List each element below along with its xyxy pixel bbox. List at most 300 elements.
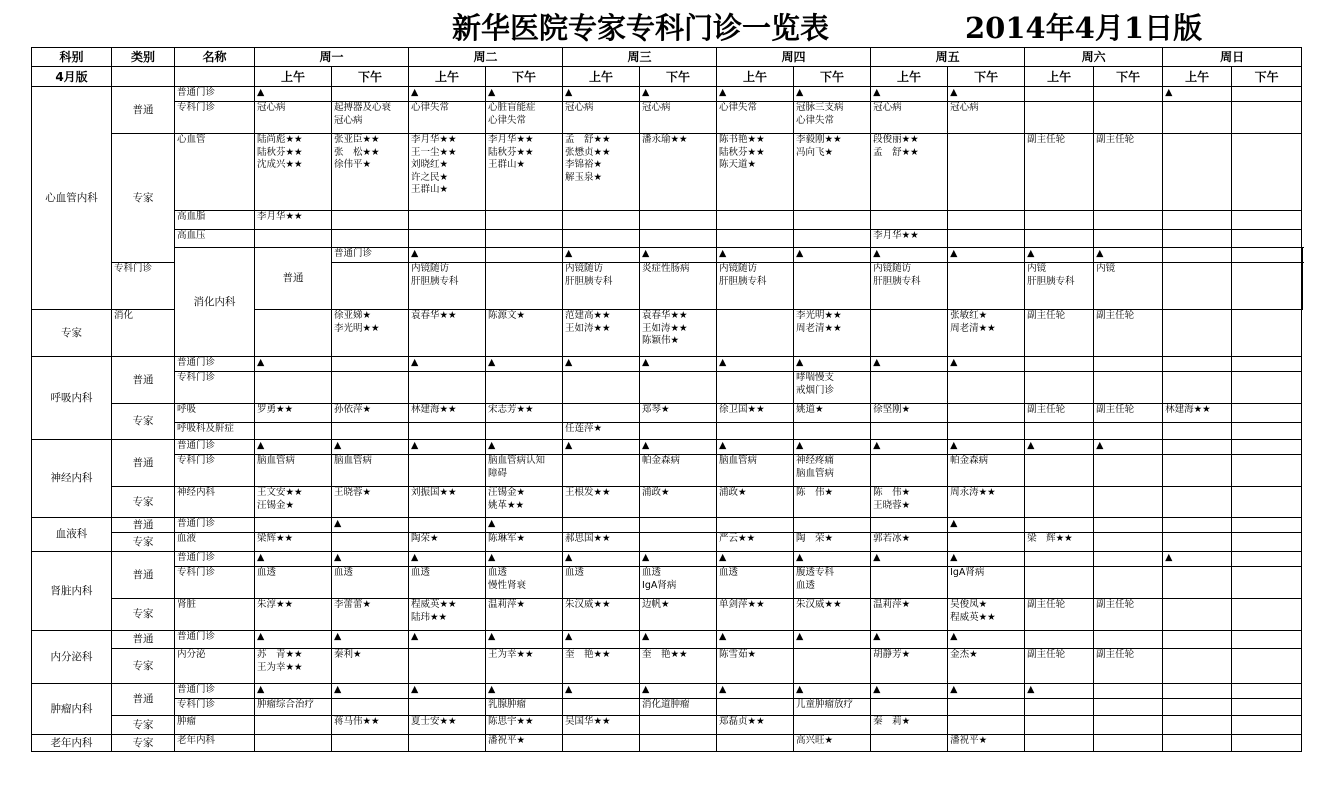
clinic-open-marker: ▲ xyxy=(488,552,496,563)
schedule-entry: 内镜 xyxy=(1096,263,1116,274)
schedule-cell xyxy=(563,649,640,684)
schedule-cell xyxy=(1232,567,1302,599)
schedule-cell xyxy=(871,684,948,699)
header-pm: 下午 xyxy=(486,67,563,87)
schedule-cell xyxy=(563,248,640,263)
schedule-cell xyxy=(409,649,486,684)
schedule-cell xyxy=(948,248,1025,263)
header-pm: 下午 xyxy=(640,67,717,87)
schedule-cell xyxy=(409,735,486,752)
schedule-entry: 朱淳★★ xyxy=(257,599,294,610)
schedule-cell xyxy=(1094,423,1163,440)
schedule-cell xyxy=(948,518,1025,533)
schedule-entry: 冠心病 xyxy=(257,102,286,113)
schedule-cell xyxy=(948,599,1025,631)
schedule-cell xyxy=(717,684,794,699)
schedule-entry: 金杰★ xyxy=(950,649,978,660)
schedule-entry: 姚革★★ xyxy=(488,499,525,511)
clinic-name-cell: 专科门诊 xyxy=(175,567,255,599)
header-am: 上午 xyxy=(409,67,486,87)
schedule-cell xyxy=(486,404,563,423)
schedule-cell xyxy=(717,649,794,684)
schedule-cell xyxy=(409,455,486,487)
schedule-cell xyxy=(1163,440,1232,455)
schedule-cell xyxy=(1025,87,1094,102)
schedule-cell xyxy=(486,102,563,134)
schedule-cell xyxy=(640,357,717,372)
clinic-open-marker: ▲ xyxy=(950,440,958,451)
clinic-open-marker: ▲ xyxy=(1165,552,1173,563)
clinic-open-marker: ▲ xyxy=(565,440,573,451)
schedule-cell xyxy=(1232,440,1302,455)
schedule-entry: 神经疼痛 xyxy=(796,455,835,466)
schedule-entry: 陈源文★ xyxy=(488,310,526,321)
schedule-entry: 郝思国★★ xyxy=(565,533,611,544)
header-day-mon: 周一 xyxy=(255,48,409,67)
schedule-cell xyxy=(563,455,640,487)
schedule-cell xyxy=(948,699,1025,716)
schedule-cell xyxy=(871,263,948,310)
clinic-open-marker: ▲ xyxy=(950,248,958,259)
schedule-cell xyxy=(409,87,486,102)
schedule-cell xyxy=(486,599,563,631)
clinic-open-marker: ▲ xyxy=(334,440,342,451)
schedule-cell xyxy=(1025,102,1094,134)
category-cell: 专家 xyxy=(112,533,175,552)
header-month: 4月版 xyxy=(32,67,112,87)
schedule-cell xyxy=(948,567,1025,599)
clinic-open-marker: ▲ xyxy=(565,631,573,642)
schedule-cell xyxy=(409,567,486,599)
schedule-cell xyxy=(948,230,1025,248)
schedule-entry: 陆秋芬★★ xyxy=(257,146,303,158)
clinic-open-marker: ▲ xyxy=(488,440,496,451)
schedule-cell xyxy=(1025,455,1094,487)
schedule-cell xyxy=(717,102,794,134)
schedule-cell xyxy=(255,102,332,134)
clinic-name-cell: 肿瘤 xyxy=(175,716,255,735)
schedule-cell xyxy=(332,567,409,599)
clinic-name-cell: 专科门诊 xyxy=(175,699,255,716)
department-cell: 心血管内科 xyxy=(32,87,112,310)
schedule-cell xyxy=(255,552,332,567)
schedule-cell xyxy=(1094,599,1163,631)
schedule-entry: 肝胆胰专科 xyxy=(411,275,459,287)
schedule-cell xyxy=(871,552,948,567)
clinic-open-marker: ▲ xyxy=(1096,248,1104,259)
schedule-entry: 乳腺肿瘤 xyxy=(488,699,527,710)
schedule-cell xyxy=(794,567,871,599)
clinic-open-marker: ▲ xyxy=(257,440,265,451)
schedule-entry: 肝胆胰专科 xyxy=(565,275,613,287)
schedule-entry: 孙依萍★ xyxy=(334,404,372,415)
schedule-cell xyxy=(640,423,717,440)
schedule-cell xyxy=(409,263,486,310)
schedule-cell xyxy=(871,230,948,248)
schedule-entry: 奎 艳★★ xyxy=(642,649,688,660)
schedule-entry: 脑血管病 xyxy=(719,455,758,466)
table-row xyxy=(32,599,1303,631)
schedule-cell xyxy=(1232,404,1302,423)
schedule-cell xyxy=(948,404,1025,423)
schedule-cell xyxy=(255,684,332,699)
clinic-name-cell: 高血脂 xyxy=(175,211,255,230)
schedule-cell xyxy=(409,357,486,372)
schedule-cell xyxy=(1094,248,1163,263)
category-cell: 普通 xyxy=(112,518,175,533)
schedule-cell xyxy=(640,440,717,455)
schedule-cell xyxy=(1094,735,1163,752)
schedule-cell xyxy=(486,263,563,310)
schedule-cell xyxy=(486,455,563,487)
schedule-entry: 温莉萍★ xyxy=(488,599,526,610)
header-am: 上午 xyxy=(255,67,332,87)
header-am: 上午 xyxy=(1163,67,1232,87)
department-cell: 消化内科 xyxy=(175,248,255,357)
schedule-cell xyxy=(409,487,486,518)
table-row xyxy=(32,533,1303,552)
schedule-cell xyxy=(871,716,948,735)
schedule-cell xyxy=(948,716,1025,735)
schedule-entry: 心律失常 xyxy=(719,102,758,113)
schedule-entry: 血透 xyxy=(488,567,508,578)
schedule-cell xyxy=(563,263,640,310)
schedule-cell xyxy=(1025,716,1094,735)
clinic-open-marker: ▲ xyxy=(950,518,958,529)
schedule-entry: 肝胆胰专科 xyxy=(873,275,921,287)
category-cell: 普通 xyxy=(112,552,175,599)
clinic-open-marker: ▲ xyxy=(334,684,342,695)
schedule-entry: 浦政★ xyxy=(642,487,670,498)
schedule-cell xyxy=(1094,134,1163,211)
schedule-entry: 王如涛★★ xyxy=(565,322,611,334)
schedule-cell xyxy=(794,230,871,248)
schedule-entry: 王晓蓉★ xyxy=(334,487,372,498)
schedule-cell xyxy=(948,310,1025,357)
schedule-entry: 孟 舒★★ xyxy=(873,146,919,158)
schedule-entry: 陆尚彪★★ xyxy=(257,134,303,145)
schedule-cell xyxy=(871,134,948,211)
department-cell: 血液科 xyxy=(32,518,112,552)
table-row xyxy=(32,518,1303,533)
schedule-entry: 王如涛★★ xyxy=(642,322,688,334)
schedule-cell xyxy=(1232,230,1302,248)
schedule-cell xyxy=(486,87,563,102)
category-cell: 专家 xyxy=(112,649,175,684)
category-cell: 普通 xyxy=(112,357,175,404)
clinic-name-cell: 老年内科 xyxy=(175,735,255,752)
clinic-open-marker: ▲ xyxy=(411,440,419,451)
schedule-entry: 内镜随访 xyxy=(873,263,912,274)
header-day-sat: 周六 xyxy=(1025,48,1163,67)
category-cell: 专家 xyxy=(32,310,112,357)
schedule-entry: 徐卫国★★ xyxy=(719,404,765,415)
schedule-entry: 陶 荣★ xyxy=(796,533,834,544)
schedule-cell xyxy=(332,649,409,684)
header-name: 名称 xyxy=(175,48,255,67)
schedule-cell xyxy=(794,552,871,567)
schedule-cell xyxy=(717,735,794,752)
schedule-entry: 单剑萍★★ xyxy=(719,599,765,610)
schedule-cell xyxy=(794,423,871,440)
schedule-cell xyxy=(255,404,332,423)
schedule-cell xyxy=(409,631,486,649)
clinic-name-cell: 高血压 xyxy=(175,230,255,248)
schedule-cell xyxy=(1232,310,1302,357)
schedule-cell xyxy=(1232,735,1302,752)
schedule-cell xyxy=(948,211,1025,230)
schedule-entry: 周老清★★ xyxy=(950,322,996,334)
schedule-entry: 李光明★★ xyxy=(796,310,842,321)
schedule-cell xyxy=(1163,310,1232,357)
schedule-cell xyxy=(563,423,640,440)
schedule-cell xyxy=(948,533,1025,552)
schedule-entry: 吴国华★★ xyxy=(565,716,611,727)
clinic-open-marker: ▲ xyxy=(642,357,650,368)
schedule-cell xyxy=(332,552,409,567)
clinic-open-marker: ▲ xyxy=(796,248,804,259)
schedule-entry: 副主任轮 xyxy=(1027,649,1066,660)
schedule-cell xyxy=(332,211,409,230)
schedule-cell xyxy=(1094,684,1163,699)
schedule-entry: 冠心病 xyxy=(642,102,671,113)
schedule-cell xyxy=(1025,357,1094,372)
clinic-open-marker: ▲ xyxy=(719,440,727,451)
schedule-entry: 心律失常 xyxy=(411,102,450,113)
schedule-cell xyxy=(332,518,409,533)
schedule-cell xyxy=(794,310,871,357)
schedule-cell xyxy=(871,372,948,404)
schedule-cell xyxy=(717,230,794,248)
clinic-open-marker: ▲ xyxy=(873,552,881,563)
schedule-entry: 徐坚刚★ xyxy=(873,404,911,415)
table-row xyxy=(32,102,1303,134)
schedule-entry: 潘永瑜★★ xyxy=(642,134,688,145)
schedule-entry: 郑磊贞★★ xyxy=(719,716,765,727)
schedule-cell xyxy=(1163,87,1232,102)
schedule-cell xyxy=(332,310,409,357)
schedule-cell xyxy=(1094,263,1163,310)
table-row xyxy=(32,649,1303,684)
schedule-entry: 孟 舒★★ xyxy=(565,134,611,145)
schedule-cell xyxy=(255,440,332,455)
schedule-entry: 周老清★★ xyxy=(796,322,842,334)
schedule-cell xyxy=(871,487,948,518)
schedule-cell xyxy=(871,631,948,649)
clinic-open-marker: ▲ xyxy=(796,552,804,563)
schedule-cell xyxy=(640,230,717,248)
schedule-entry: 李月华★★ xyxy=(411,134,457,145)
schedule-entry: 陈 伟★ xyxy=(873,487,911,498)
schedule-cell xyxy=(563,87,640,102)
schedule-entry: 郭若冰★ xyxy=(873,533,911,544)
schedule-entry: 冯向飞★ xyxy=(796,146,834,158)
schedule-cell xyxy=(1232,518,1302,533)
schedule-cell xyxy=(717,518,794,533)
schedule-entry: 陈颖伟★ xyxy=(642,335,680,346)
schedule-entry: 袁春华★★ xyxy=(411,310,457,321)
schedule-entry: 周永涛★★ xyxy=(950,487,996,498)
table-row xyxy=(32,699,1303,716)
schedule-entry: 副主任轮 xyxy=(1096,404,1135,415)
table-row xyxy=(32,487,1303,518)
clinic-open-marker: ▲ xyxy=(257,357,265,368)
schedule-cell xyxy=(1025,230,1094,248)
header-blank xyxy=(175,67,255,87)
schedule-cell xyxy=(717,699,794,716)
schedule-entry: 林建海★★ xyxy=(411,404,457,415)
schedule-entry: 秦利★ xyxy=(334,649,362,660)
schedule-cell xyxy=(563,716,640,735)
schedule-cell xyxy=(1025,372,1094,404)
schedule-cell xyxy=(1025,404,1094,423)
department-cell: 肿瘤内科 xyxy=(32,684,112,735)
schedule-entry: 刘振国★★ xyxy=(411,487,457,498)
schedule-cell xyxy=(563,699,640,716)
schedule-cell xyxy=(794,211,871,230)
table-row xyxy=(32,404,1303,423)
clinic-open-marker: ▲ xyxy=(719,248,727,259)
schedule-cell xyxy=(640,211,717,230)
schedule-entry: 李月华★★ xyxy=(488,134,534,145)
schedule-cell xyxy=(640,102,717,134)
schedule-cell xyxy=(563,599,640,631)
header-day-sun: 周日 xyxy=(1163,48,1302,67)
header-pm: 下午 xyxy=(794,67,871,87)
schedule-entry: 炎症性肠病 xyxy=(642,263,690,274)
schedule-cell xyxy=(1094,211,1163,230)
schedule-cell xyxy=(1094,404,1163,423)
table-row xyxy=(32,87,1303,102)
schedule-cell xyxy=(871,423,948,440)
schedule-entry: 副主任轮 xyxy=(1027,134,1066,145)
clinic-open-marker: ▲ xyxy=(796,357,804,368)
table-row xyxy=(32,211,1303,230)
schedule-cell xyxy=(1163,649,1232,684)
schedule-entry: 王群山★ xyxy=(488,159,526,170)
schedule-cell xyxy=(332,735,409,752)
schedule-cell xyxy=(1232,372,1302,404)
schedule-entry: 郑琴★ xyxy=(642,404,670,415)
schedule-cell xyxy=(948,684,1025,699)
schedule-cell xyxy=(1025,263,1094,310)
schedule-cell xyxy=(332,134,409,211)
clinic-open-marker: ▲ xyxy=(1165,87,1173,98)
schedule-entry: 朱汉威★★ xyxy=(565,599,611,610)
schedule-entry: 刘晓红★ xyxy=(411,159,449,170)
schedule-entry: 陈书艳★★ xyxy=(719,134,765,145)
schedule-entry: 陈雪茹★ xyxy=(719,649,757,660)
schedule-cell xyxy=(1163,735,1232,752)
schedule-cell xyxy=(409,684,486,699)
schedule-cell xyxy=(1232,487,1302,518)
schedule-cell xyxy=(255,567,332,599)
schedule-entry: 内镜随访 xyxy=(719,263,758,274)
schedule-cell xyxy=(717,716,794,735)
schedule-entry: 障碍 xyxy=(488,467,508,479)
clinic-open-marker: ▲ xyxy=(950,357,958,368)
schedule-cell xyxy=(1163,684,1232,699)
schedule-cell xyxy=(332,440,409,455)
schedule-cell xyxy=(486,440,563,455)
schedule-cell xyxy=(332,684,409,699)
schedule-entry: 李锦裕★ xyxy=(565,159,603,170)
schedule-cell xyxy=(409,134,486,211)
schedule-cell xyxy=(332,230,409,248)
schedule-cell xyxy=(717,533,794,552)
clinic-open-marker: ▲ xyxy=(565,87,573,98)
schedule-cell xyxy=(794,248,871,263)
clinic-name-cell: 内分泌 xyxy=(175,649,255,684)
table-row xyxy=(32,230,1303,248)
table-row xyxy=(32,684,1303,699)
schedule-cell xyxy=(1025,649,1094,684)
schedule-cell xyxy=(486,533,563,552)
schedule-cell xyxy=(255,735,332,752)
schedule-cell xyxy=(332,533,409,552)
schedule-cell xyxy=(486,699,563,716)
schedule-cell xyxy=(948,423,1025,440)
category-cell: 普通 xyxy=(112,87,175,134)
header-am: 上午 xyxy=(717,67,794,87)
schedule-entry: 胡静芳★ xyxy=(873,649,911,660)
schedule-entry: 王群山★ xyxy=(411,184,449,195)
schedule-cell xyxy=(794,455,871,487)
schedule-entry: 程威英★★ xyxy=(411,599,457,610)
schedule-cell xyxy=(794,487,871,518)
schedule-cell xyxy=(948,631,1025,649)
table-row xyxy=(32,735,1303,752)
schedule-entry: 苏 青★★ xyxy=(257,649,303,660)
clinic-open-marker: ▲ xyxy=(950,552,958,563)
schedule-cell xyxy=(1163,518,1232,533)
schedule-cell xyxy=(1025,134,1094,211)
schedule-cell xyxy=(640,518,717,533)
category-cell: 普通 xyxy=(255,248,332,310)
schedule-cell xyxy=(717,455,794,487)
schedule-cell xyxy=(1163,423,1232,440)
header-day-tue: 周二 xyxy=(409,48,563,67)
schedule-cell xyxy=(948,552,1025,567)
schedule-cell xyxy=(1025,684,1094,699)
schedule-cell xyxy=(1025,533,1094,552)
header-day-thu: 周四 xyxy=(717,48,871,67)
schedule-entry: 任莲萍★ xyxy=(565,423,603,434)
header-pm: 下午 xyxy=(1094,67,1163,87)
schedule-cell xyxy=(1232,87,1302,102)
schedule-cell xyxy=(794,87,871,102)
schedule-entry: 血透 xyxy=(334,567,354,578)
schedule-cell xyxy=(255,631,332,649)
schedule-entry: 张 松★★ xyxy=(334,146,380,158)
schedule-entry: 夏士安★★ xyxy=(411,716,457,727)
schedule-entry: 冠脉三支病 xyxy=(796,102,844,113)
clinic-name-cell: 普通门诊 xyxy=(175,552,255,567)
schedule-cell xyxy=(871,310,948,357)
clinic-open-marker: ▲ xyxy=(719,357,727,368)
schedule-cell xyxy=(1163,230,1232,248)
schedule-cell xyxy=(1163,404,1232,423)
clinic-open-marker: ▲ xyxy=(411,357,419,368)
schedule-cell xyxy=(717,487,794,518)
schedule-cell xyxy=(794,357,871,372)
schedule-entry: 解玉泉★ xyxy=(565,171,603,183)
schedule-cell xyxy=(794,372,871,404)
schedule-cell xyxy=(486,649,563,684)
schedule-cell xyxy=(1025,599,1094,631)
schedule-cell xyxy=(486,230,563,248)
schedule-cell xyxy=(332,487,409,518)
